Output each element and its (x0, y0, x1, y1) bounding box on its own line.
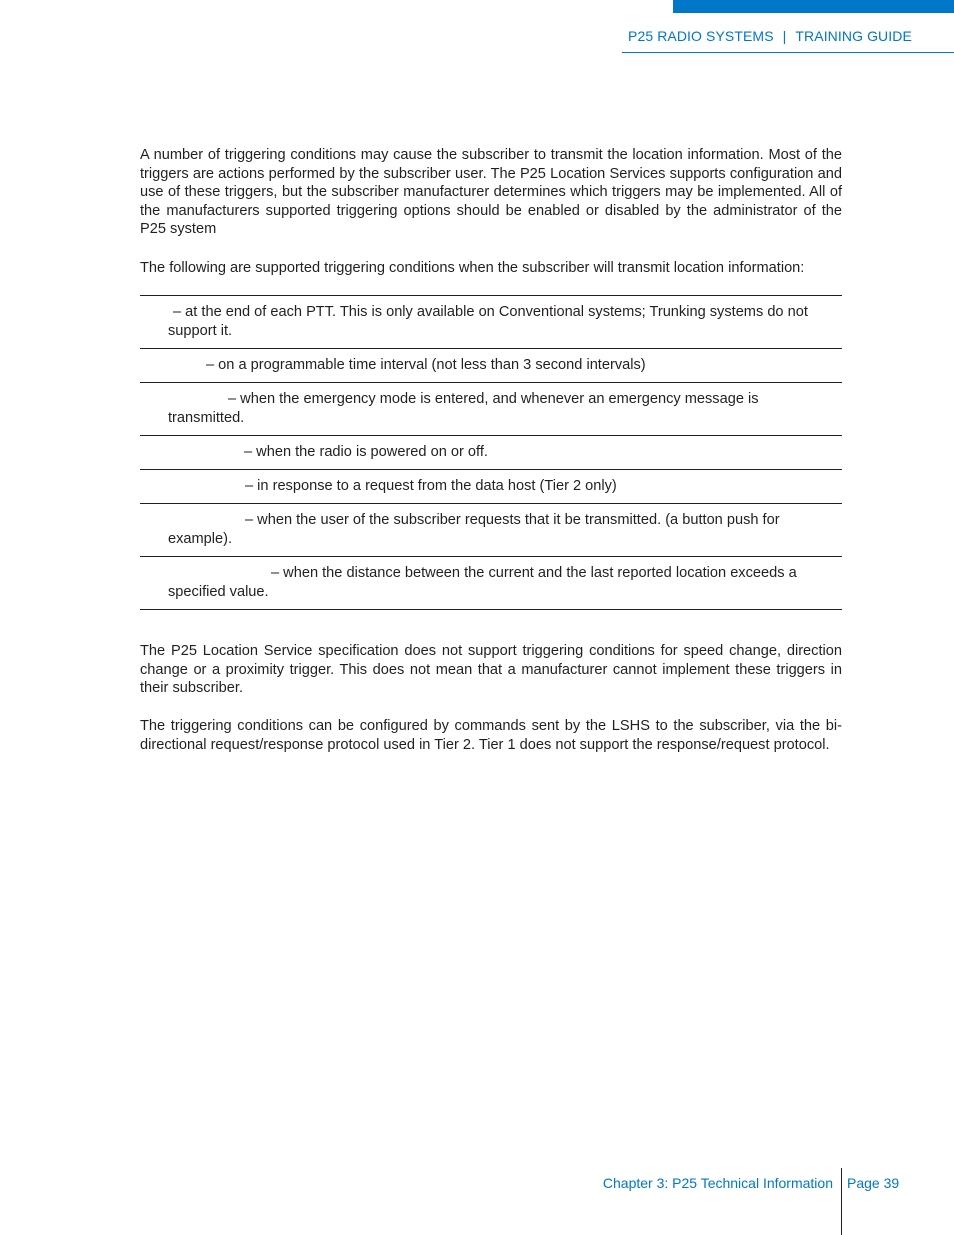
trigger-description: – when the user of the subscriber requests that it be transmitted. (a button push for example). (168, 512, 780, 547)
configuration-paragraph: The triggering conditions can be configured by commands sent by the LSHS to the subscriber, via the bi-directional request/response protocol used in Tier 2. Tier 1 does not support the response/request protocol. (140, 718, 842, 753)
intro-paragraph: A number of triggering conditions may cause the subscriber to transmit the location information. Most of the triggers are actions performed by the subscriber user. The P25 Location Services supports configuration and use of these triggers, but the subscriber manufacturer determines which triggers may be implemented. All of the manufacturers supported triggering options should be enabled or disabled by the administrator of the P25 system (140, 147, 842, 238)
trigger-description: – when the emergency mode is entered, and whenever an emergency message is transmitted. (168, 391, 759, 426)
trigger-description: – in response to a request from the data host (Tier 2 only) (245, 478, 617, 495)
trigger-description: – on a programmable time interval (not less than 3 second intervals) (206, 357, 646, 374)
trigger-row (140, 504, 842, 557)
page-number: Page 39 (847, 1175, 900, 1191)
header-guide-name: P25 RADIO SYSTEMS (628, 28, 774, 44)
trigger-table (140, 295, 842, 610)
trigger-description: – at the end of each PTT. This is only available on Conventional systems; Trunking systems do not support it. (168, 304, 808, 339)
trigger-row (140, 383, 842, 436)
limitations-paragraph: The P25 Location Service specification does not support triggering conditions for speed change, direction change or a proximity trigger. This does not mean that a manufacturer cannot implement these triggers in their subscriber. (140, 643, 842, 697)
trigger-description: – when the radio is powered on or off. (244, 444, 488, 461)
header-separator: | (782, 28, 787, 44)
trigger-row (140, 296, 842, 349)
header-guide-type: TRAINING GUIDE (795, 28, 912, 44)
header-accent-bar (673, 0, 954, 13)
lead-paragraph: The following are supported triggering conditions when the subscriber will transmit location information: (140, 260, 805, 276)
trigger-description: – when the distance between the current and the last reported location exceeds a specified value. (168, 565, 797, 600)
footer-divider (841, 1168, 842, 1235)
footer-chapter: Chapter 3: P25 Technical Information (602, 1175, 833, 1191)
trigger-row (140, 470, 842, 504)
running-header (628, 28, 912, 44)
trigger-row (140, 436, 842, 470)
header-rule (622, 52, 954, 53)
trigger-row (140, 349, 842, 383)
trigger-row (140, 557, 842, 610)
